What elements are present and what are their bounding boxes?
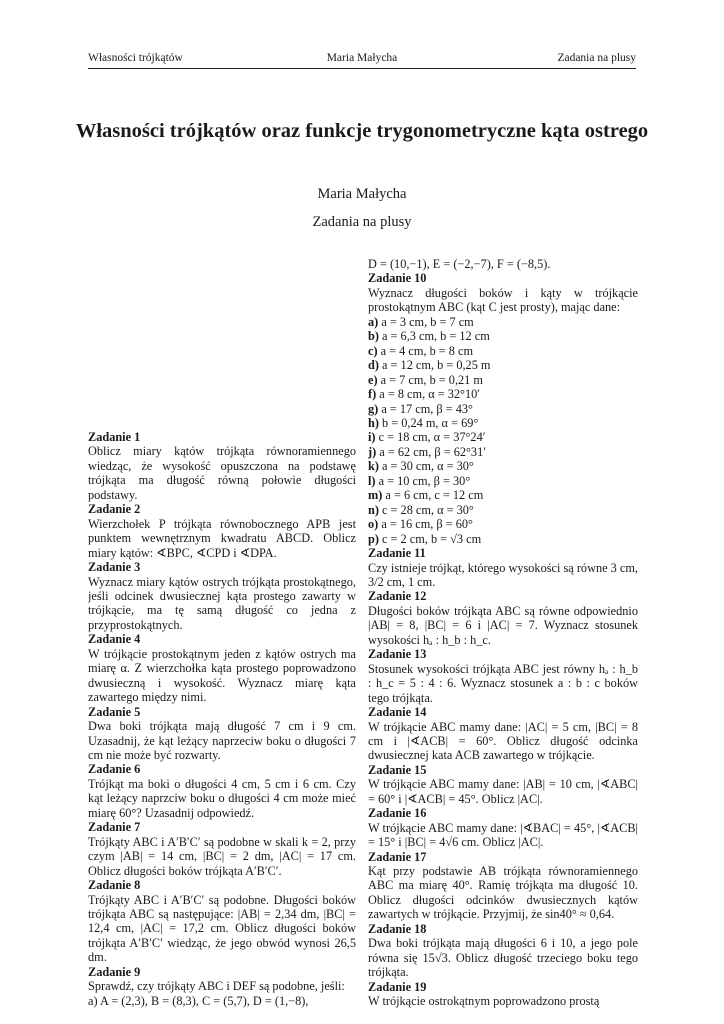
task-text: Kąt przy podstawie AB trójkąta równoramiennego ABC ma miarę 40°. Ramię trójkąta ma długość 10. Oblicz długości odcinków dwusiecznych kątów zawartych w trójkącie. Przyjmij, że sin40° ≈ 0,64. [368,864,638,922]
task-text: Dwa boki trójkąta mają długości 6 i 10, a jego pole równa się 15√3. Oblicz długość trzeciego boku tego trójkąta. [368,936,638,980]
task-9-item-a [88,994,356,1008]
item-text: a = 7 cm, b = 0,21 m [380,372,483,387]
item-text: a = 16 cm, β = 60° [381,517,473,532]
task-19 [368,980,638,1009]
task-heading: Zadanie 16 [368,806,427,821]
list-item [368,358,638,372]
item-label: d) [368,358,379,373]
item-text: c = 28 cm, α = 30° [382,502,474,517]
task-4 [88,632,356,704]
item-label: h) [368,415,379,430]
item-text: a = 17 cm, β = 43° [381,401,473,416]
task-heading: Zadanie 6 [88,762,141,777]
task-text: Trójkąty ABC i A′B′C′ są podobne w skali k = 2, przy czym |AB| = 14 cm, |BC| = 2 dm, |AC| = 17 cm. Oblicz długości boków trójkąta A′B′C′. [88,834,356,878]
item-label: e) [368,372,378,387]
task-heading: Zadanie 19 [368,979,427,994]
item-text: a = 30 cm, α = 30° [382,459,474,474]
right-column [368,257,638,1024]
list-item [368,387,638,401]
task-13 [368,647,638,705]
task-9-continuation: D = (10,−1), E = (−2,−7), F = (−8,5). [368,257,551,271]
task-text: Trójkąty ABC i A′B′C′ są podobne. Długości boków trójkąta ABC są następujące: |AB| = 2,34 dm, |BC| = 12,4 cm, |AC| = 17,2 cm. Oblicz długości boków trójkąta A′B′C′ wiedząc, że jego obwód wynosi 26,5 dm. [88,892,356,965]
item-text: a = 6,3 cm, b = 12 cm [382,329,490,344]
task-heading: Zadanie 10 [368,271,427,286]
left-column [88,430,356,1024]
item-label: f) [368,387,377,402]
item-label: i) [368,430,376,445]
header-left: Własności trójkątów [88,52,183,64]
task-9 [88,965,356,994]
task-heading: Zadanie 12 [368,589,427,604]
task-heading: Zadanie 3 [88,560,141,575]
item-label: j) [368,444,377,459]
running-header [88,52,636,69]
task-heading: Zadanie 13 [368,647,427,662]
list-item [368,474,638,488]
task-heading: Zadanie 5 [88,704,141,719]
item-label: p) [368,531,379,546]
list-item [368,373,638,387]
task-text: Stosunek wysokości trójkąta ABC jest równy hₐ : h_b : h_c = 5 : 4 : 6. Wyznacz stosunek a : b : c boków tego trójkąta. [368,661,638,705]
item-text: c = 18 cm, α = 37°24′ [378,430,486,445]
task-heading: Zadanie 1 [88,430,141,444]
list-item [368,445,638,459]
task-text: W trójkącie ABC mamy dane: |AB| = 10 cm, |∢ABC| = 60° i |∢ACB| = 45°. Oblicz |AC|. [368,777,638,806]
item-label: c) [368,343,378,358]
task-heading: Zadanie 17 [368,849,427,864]
task-6 [88,762,356,820]
task-heading: Zadanie 9 [88,964,141,979]
task-2 [88,502,356,560]
item-text: b = 0,24 m, α = 69° [382,415,479,430]
task-heading: Zadanie 7 [88,820,141,835]
task-17 [368,850,638,922]
list-item [368,488,638,502]
list-item [368,430,638,444]
task-text: W trójkącie ABC mamy dane: |AC| = 5 cm, |BC| = 8 cm i |∢ACB| = 60°. Oblicz długość odcinka dwusiecznej kata ACB zawartego w trójkącie. [368,719,638,763]
task-8 [88,878,356,965]
document-title: Własności trójkątów oraz funkcje trygonometryczne kąta ostrego [75,120,649,142]
task-heading: Zadanie 15 [368,762,427,777]
list-item [368,344,638,358]
item-label: k) [368,459,379,474]
task-15 [368,763,638,806]
item-label: g) [368,401,379,416]
item-text: c = 2 cm, b = √3 cm [382,531,482,546]
task-text: W trójkącie ABC mamy dane: |∢BAC| = 45°, |∢ACB| = 15° i |BC| = 4√6 cm. Oblicz |AC|. [368,820,638,850]
author: Maria Małycha [317,186,407,202]
task-text: Wierzchołek P trójkąta równobocznego APB jest punktem wewnętrznym kwadratu ABCD. Oblicz miary kątów: ∢BPC, ∢CPD i ∢DPA. [88,516,356,560]
item-text: a = 4 cm, b = 8 cm [380,343,474,358]
item-text: a = 12 cm, b = 0,25 m [382,358,491,373]
task-1 [88,430,356,502]
task-14 [368,705,638,763]
task-3 [88,560,356,632]
header-center: Maria Małycha [326,52,398,64]
subtitle: Zadania na plusy [312,214,412,230]
item-text: a = 6 cm, c = 12 cm [385,488,484,503]
task-5 [88,705,356,763]
task-text: Wyznacz długości boków i kąty w trójkącie prostokątnym ABC (kąt C jest prosty), mając dane: [368,285,638,315]
task-text: Czy istnieje trójkąt, którego wysokości są równe 3 cm, 3/2 cm, 1 cm. [368,560,638,589]
list-item [368,532,638,546]
item-label: b) [368,329,379,344]
item-label: o) [368,517,379,532]
task-text: Trójkąt ma boki o długości 4 cm, 5 cm i 6 cm. Czy kąt leżący naprzciw boku o długości 4 cm może mieć miarę 60°? Uzasadnij odpowiedź. [88,776,356,820]
list-item [368,517,638,531]
task-10 [368,271,638,314]
item-label: l) [368,473,376,488]
list-item [368,402,638,416]
item-text: a = 62 cm, β = 62°31′ [379,444,486,459]
task-11 [368,546,638,589]
item-text: a = 8 cm, α = 32°10′ [379,387,480,402]
task-text: Dwa boki trójkąta mają długość 7 cm i 9 cm. Uzasadnij, że kąt leżący naprzeciw boku o długości 7 cm nie może być rozwarty. [88,719,356,762]
task-text: Oblicz miary kątów trójkąta równoramiennego wiedząc, że wysokość opuszczona na podstawę trójkąta ma długość równą połowie długości podstawy. [88,444,356,502]
list-item [368,459,638,473]
task-text: Długości boków trójkąta ABC są równe odpowiednio |AB| = 8, |BC| = 6 i |AC| = 7. Wyznacz stosunek wysokości hₐ : h_b : h_c. [368,603,638,647]
item-text: a = 10 cm, β = 30° [378,473,471,488]
item-text: a = 3 cm, b = 7 cm [381,314,474,329]
list-item [368,315,638,329]
task-7 [88,820,356,878]
task-heading: Zadanie 2 [88,502,141,517]
list-item [368,416,638,430]
list-item [368,329,638,343]
item-label: m) [368,488,383,503]
task-heading: Zadanie 8 [88,878,141,893]
task-18 [368,922,638,980]
task-text: a) A = (2,3), B = (8,3), C = (5,7), D = (1,−8), [88,993,309,1008]
task-12 [368,589,638,647]
item-label: n) [368,502,379,517]
task-16 [368,806,638,849]
task-text: W trójkącie ostrokątnym poprowadzono prostą [368,994,600,1009]
task-text: W trójkącie prostokątnym jeden z kątów ostrych ma miarę α. Z wierzchołka kąta prostego poprowadzono dwusieczną i wysokość. Wyznacz miarę kąta zawartego między nimi. [88,646,356,705]
task-heading: Zadanie 18 [368,921,427,936]
task-text: Wyznacz miary kątów ostrych trójkąta prostokątnego, jeśli odcinek dwusiecznej kąta prostego zawarty w trójkącie, ma tę samą długość co jedna z przyprostokątnych. [88,574,356,632]
task-text: Sprawdź, czy trójkąty ABC i DEF są podobne, jeśli: [88,979,345,994]
list-item [368,503,638,517]
task-heading: Zadanie 4 [88,632,141,647]
task-10-list [368,315,638,546]
task-heading: Zadanie 14 [368,705,427,720]
task-heading: Zadanie 11 [368,546,426,561]
header-right: Zadania na plusy [557,52,636,64]
item-label: a) [368,314,379,329]
